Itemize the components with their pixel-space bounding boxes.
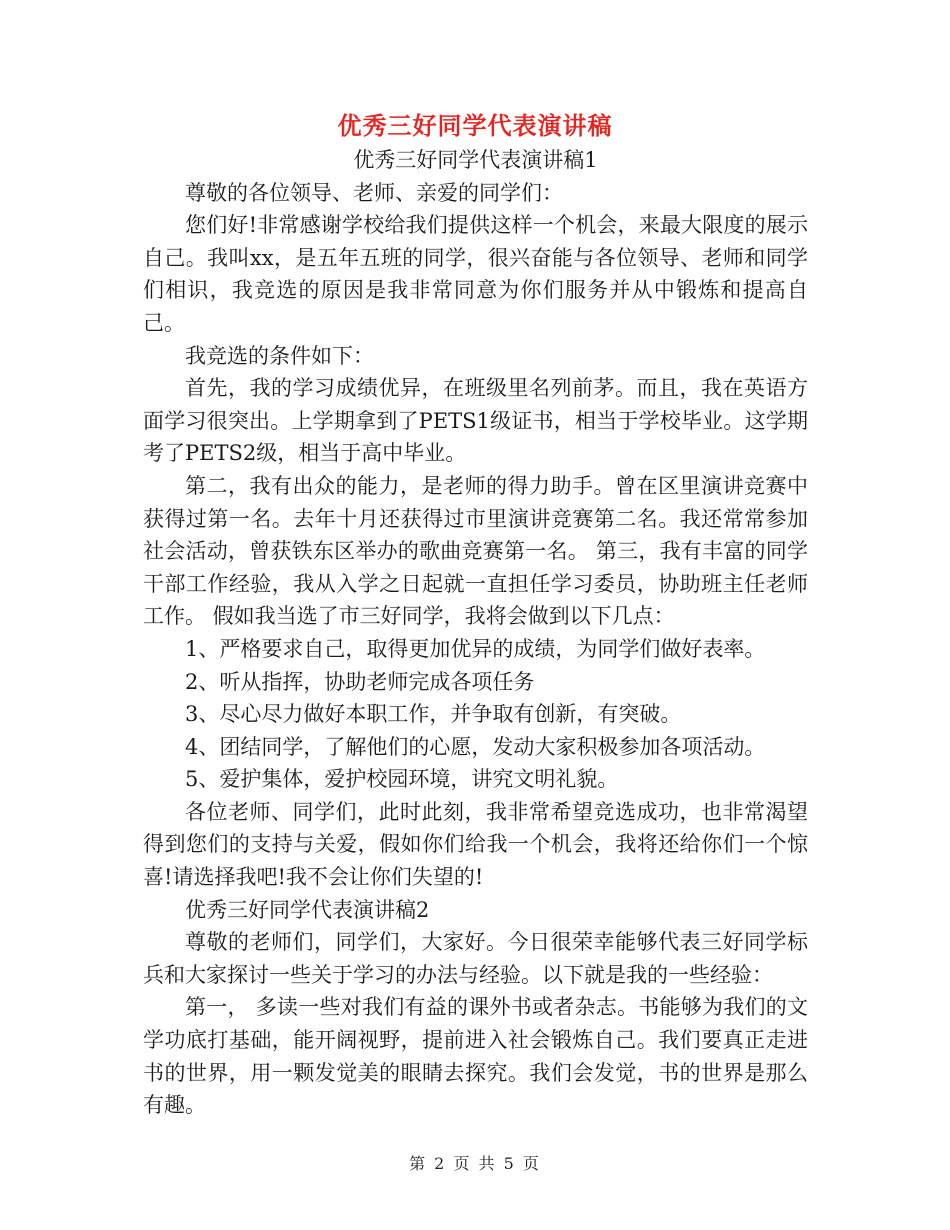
- speech-1-heading: 优秀三好同学代表演讲稿1: [353, 148, 598, 172]
- speech-1-intro-paragraph: 您们好!非常感谢学校给我们提供这样一个机会，来最大限度的展示自己。我叫xx，是五年五班的同学，很兴奋能与各位领导、老师和同学们相识，我竞选的原因是我非常同意为你们服务并从中锻炼和提高自己。: [143, 213, 808, 335]
- pledge-item-5: 5、爱护集体，爱护校园环境，讲究文明礼貌。: [185, 767, 619, 792]
- speech-2-first-point: 第一， 多读一些对我们有益的课外书或者杂志。书能够为我们的文学功底打基础，能开阔视野，提前进入社会锻炼自己。我们要真正走进书的世界，用一颗发觉美的眼睛去探究。我们会发觉，书的世界是那么有趣。: [143, 995, 808, 1118]
- page-number-footer: 第 2 页 共 5 页: [409, 1154, 541, 1173]
- document-title: 优秀三好同学代表演讲稿: [337, 111, 613, 140]
- speech-1-first-condition: 首先，我的学习成绩优异，在班级里名列前茅。而且，我在英语方面学习很突出。上学期拿到了PETS1级证书，相当于学校毕业。这学期考了PETS2级，相当于高中毕业。: [143, 376, 808, 466]
- document-body: [143, 144, 808, 1122]
- pledge-item-4: 4、团结同学，了解他们的心愿，发动大家积极参加各项活动。: [185, 734, 766, 759]
- speech-1-second-condition: 第二，我有出众的能力，是老师的得力助手。曾在区里演讲竞赛中获得过第一名。去年十月还获得过市里演讲竞赛第二名。我还常常参加社会活动，曾获铁东区举办的歌曲竞赛第一名。 第三，我有丰富的同学干部工作经验，我从入学之日起就一直担任学习委员，协助班主任老师工作。 假如我当选了市三好同学，我将会做到以下几点：: [143, 473, 808, 629]
- speech-1-closing: 各位老师、同学们，此时此刻，我非常希望竞选成功，也非常渴望得到您们的支持与关爱，假如你们给我一个机会，我将还给你们一个惊喜!请选择我吧!我不会让你们失望的!: [143, 799, 808, 890]
- pledge-item-2: 2、听从指挥，协助老师完成各项任务: [185, 669, 535, 694]
- speech-1-salutation: 尊敬的各位领导、老师、亲爱的同学们：: [185, 180, 563, 205]
- speech-2-salutation: 尊敬的老师们，同学们，大家好。今日很荣幸能够代表三好同学标兵和大家探讨一些关于学习的办法与经验。以下就是我的一些经验：: [143, 930, 808, 987]
- speech-1-conditions-heading: 我竞选的条件如下：: [185, 343, 374, 368]
- pledge-item-1: 1、严格要求自己，取得更加优异的成绩，为同学们做好表率。: [185, 636, 766, 661]
- pledge-item-3: 3、尽心尽力做好本职工作，并争取有创新，有突破。: [185, 702, 682, 727]
- speech-2-heading: 优秀三好同学代表演讲稿2: [185, 897, 430, 922]
